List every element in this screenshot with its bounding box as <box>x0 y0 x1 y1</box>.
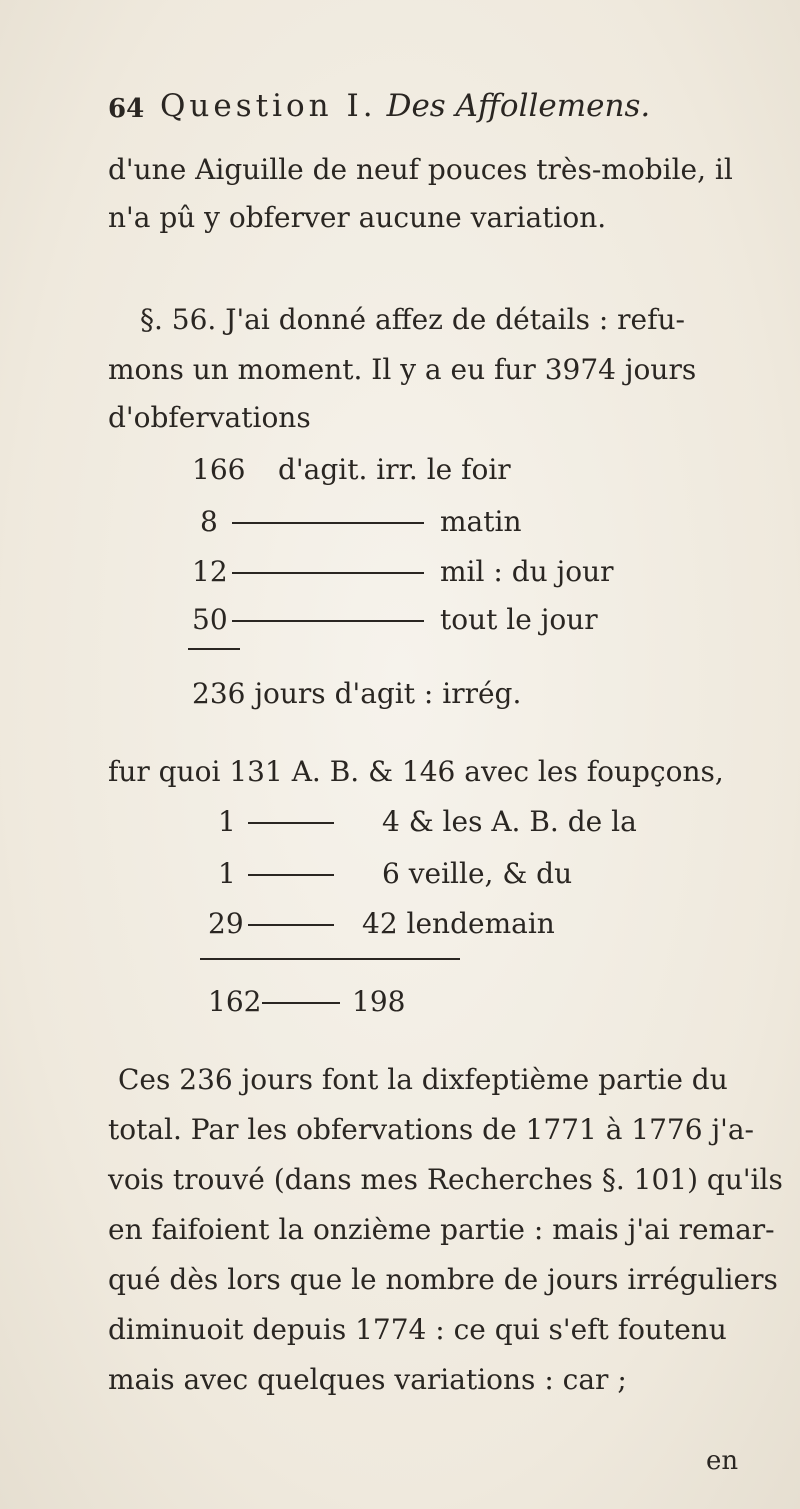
section-56-line-3: d'obfervations <box>108 401 311 434</box>
table2-row-2-left: 1 <box>218 857 236 890</box>
running-header <box>160 88 650 124</box>
section-56-line-2: mons un moment. Il y a eu fur 3974 jours <box>108 353 697 386</box>
intro-line-1: d'une Aiguille de neuf pouces très-mobile, il <box>108 153 733 186</box>
table1-dash-4 <box>232 620 424 622</box>
table2-row-3-left: 29 <box>208 907 244 940</box>
table2-dash-1 <box>248 822 334 824</box>
table1-dash-3 <box>232 572 424 574</box>
intro-line-2: n'a pû y obferver aucune variation. <box>108 201 607 234</box>
table2-dash-3 <box>248 924 334 926</box>
table1-total: 236 jours d'agit : irrég. <box>192 677 522 710</box>
table1-row-2-text: matin <box>440 505 522 538</box>
table2-dash-2 <box>248 874 334 876</box>
paragraph-line-1: Ces 236 jours font la dixfeptième partie du <box>118 1063 728 1096</box>
table1-row-2-num: 8 <box>200 505 218 538</box>
table1-row-1-text: d'agit. irr. le foir <box>278 453 511 486</box>
table1-row-4-num: 50 <box>192 603 228 636</box>
table2-row-2-right: 6 veille, & du <box>382 857 573 890</box>
table1-row-4-text: tout le jour <box>440 603 598 636</box>
header-title: Question I. <box>160 88 377 124</box>
paragraph-line-6: diminuoit depuis 1774 : ce qui s'eft foutenu <box>108 1313 727 1346</box>
table2-intro: fur quoi 131 A. B. & 146 avec les foupçons, <box>108 755 724 788</box>
paragraph-line-2: total. Par les obfervations de 1771 à 1776 j'a- <box>108 1113 754 1146</box>
table1-row-1-num: 166 <box>192 453 246 486</box>
table1-sum-rule <box>188 648 240 650</box>
catchword: en <box>706 1446 739 1476</box>
paragraph-line-3: vois trouvé (dans mes Recherches §. 101) qu'ils <box>108 1163 783 1196</box>
table1-row-3-text: mil : du jour <box>440 555 614 588</box>
table2-row-1-left: 1 <box>218 805 236 838</box>
page-number: 64 <box>108 94 145 124</box>
paragraph-line-4: en faifoient la onzième partie : mais j'ai remar- <box>108 1213 775 1246</box>
section-56-line-1: §. 56. J'ai donné affez de détails : refu- <box>140 303 685 336</box>
table1-dash-2 <box>232 522 424 524</box>
header-subtitle: Des Affollemens. <box>386 88 651 124</box>
table1-row-3-num: 12 <box>192 555 228 588</box>
table2-total-left: 162 <box>208 985 262 1018</box>
table2-row-1-right: 4 & les A. B. de la <box>382 805 637 838</box>
table2-total-dash <box>262 1002 340 1004</box>
paragraph-line-7: mais avec quelques variations : car ; <box>108 1363 627 1396</box>
table2-sum-rule <box>200 958 460 960</box>
table2-total-right: 198 <box>352 985 406 1018</box>
paragraph-line-5: qué dès lors que le nombre de jours irréguliers <box>108 1263 778 1296</box>
table2-row-3-right: 42 lendemain <box>362 907 555 940</box>
